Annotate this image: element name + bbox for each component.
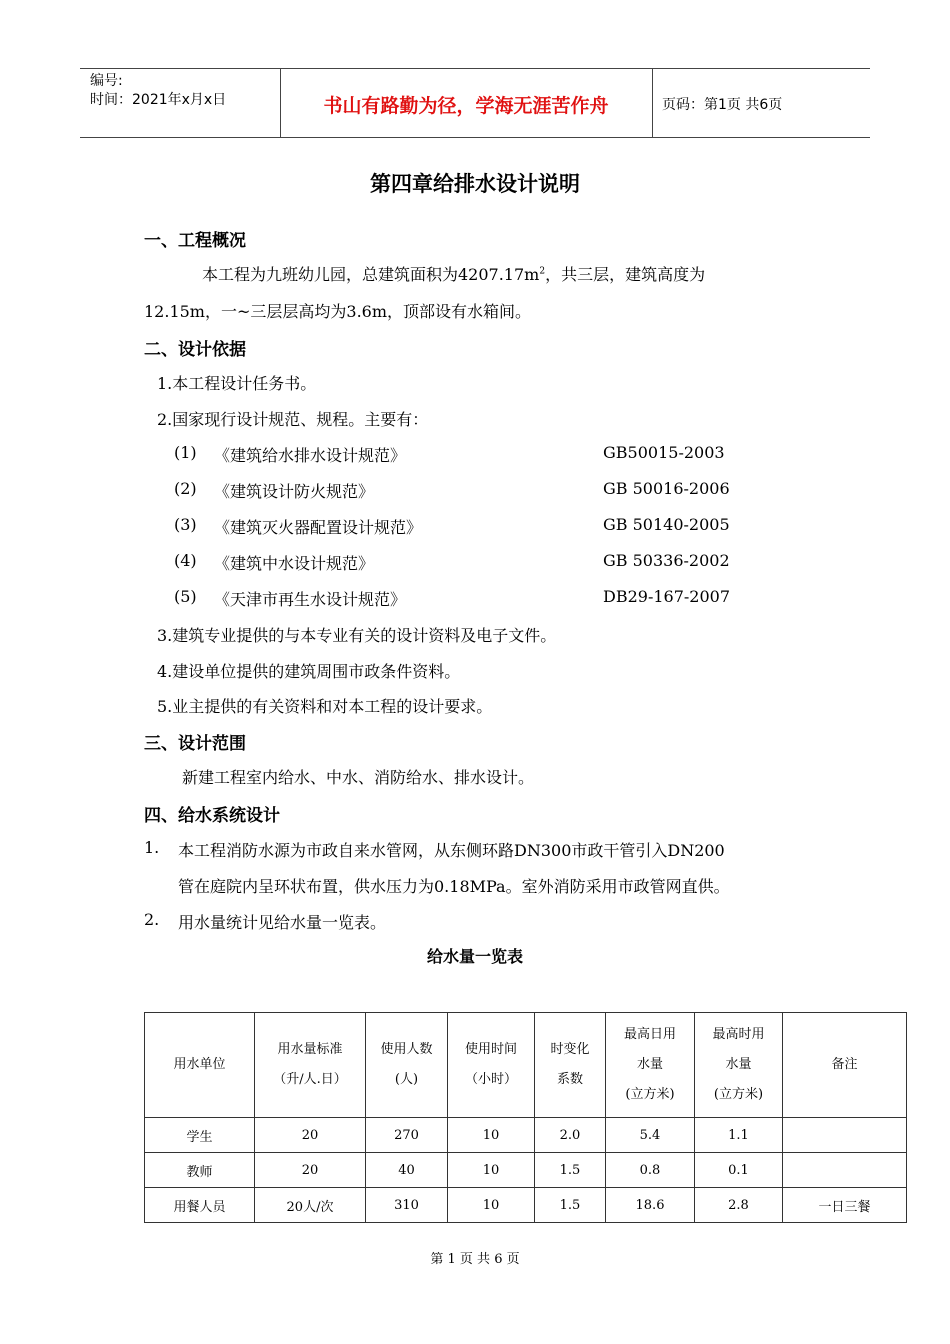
table-header-cell: 使用人数 (人)	[366, 1013, 448, 1118]
water-source-line-2: 管在庭院内呈环状布置，供水压力为0.18MPa。室外消防采用市政管网直供。	[178, 877, 730, 896]
superscript: 2	[539, 266, 546, 277]
code-index: (4)	[174, 551, 197, 570]
code-number: DB29-167-2007	[603, 587, 731, 606]
paragraph-number: 1.	[144, 838, 160, 857]
section-heading-water-supply: 四、给水系统设计	[144, 806, 280, 826]
code-index: (2)	[174, 479, 197, 498]
table-cell: 一日三餐	[783, 1188, 907, 1223]
time-label: 时间：2021年x月x日	[90, 92, 227, 108]
scope-text: 新建工程室内给水、中水、消防给水、排水设计。	[182, 768, 535, 787]
section-heading-overview: 一、工程概况	[144, 231, 246, 251]
table-cell: 0.1	[695, 1153, 783, 1188]
table-cell: 10	[448, 1188, 535, 1223]
table-cell: 1.5	[535, 1188, 606, 1223]
table-cell: 40	[366, 1153, 448, 1188]
code-number: GB 50016-2006	[603, 479, 730, 498]
water-source-line-1: 本工程消防水源为市政自来水管网，从东侧环路DN300市政干管引入DN200	[178, 841, 725, 860]
table-cell: 2.8	[695, 1188, 783, 1223]
page-footer: 第 1 页 共 6 页	[430, 1252, 520, 1267]
table-cell: 5.4	[606, 1118, 695, 1153]
header-page-info: 页码：第1页 共6页	[662, 97, 783, 113]
section-heading-basis: 二、设计依据	[144, 340, 246, 360]
table-cell: 用餐人员	[145, 1188, 255, 1223]
basis-item-5: 5.业主提供的有关资料和对本工程的设计要求。	[157, 697, 493, 716]
overview-text: ，共三层，建筑高度为	[545, 265, 706, 284]
code-name: 《建筑中水设计规范》	[214, 554, 375, 573]
table-cell: 0.8	[606, 1153, 695, 1188]
overview-line-1	[202, 262, 705, 285]
basis-item-2: 2.国家现行设计规范、规程。主要有：	[157, 410, 429, 429]
table-header-cell: 最高日用 水量 (立方米)	[606, 1013, 695, 1118]
code-name: 《建筑给水排水设计规范》	[214, 446, 407, 465]
table-cell: 教师	[145, 1153, 255, 1188]
code-index: (5)	[174, 587, 197, 606]
paragraph-number: 2.	[144, 910, 160, 929]
table-cell: 20	[255, 1153, 366, 1188]
overview-line-2: 12.15m，一~三层层高均为3.6m，顶部设有水箱间。	[144, 302, 532, 321]
number-label: 编号:	[90, 73, 123, 89]
table-header-cell: 时变化 系数	[535, 1013, 606, 1118]
basis-item-1: 1.本工程设计任务书。	[157, 374, 317, 393]
table-cell: 2.0	[535, 1118, 606, 1153]
table-cell: 20	[255, 1118, 366, 1153]
code-number: GB50015-2003	[603, 443, 725, 462]
table-header-cell: 用水单位	[145, 1013, 255, 1118]
code-name: 《建筑灭火器配置设计规范》	[214, 518, 423, 537]
table-cell: 270	[366, 1118, 448, 1153]
overview-text: 本工程为九班幼儿园，总建筑面积为4207.17m	[202, 265, 540, 284]
table-cell: 20人/次	[255, 1188, 366, 1223]
page-header	[80, 68, 870, 138]
table-header-cell: 最高时用 水量 (立方米)	[695, 1013, 783, 1118]
table-cell	[783, 1153, 907, 1188]
table-cell: 10	[448, 1118, 535, 1153]
table-cell: 学生	[145, 1118, 255, 1153]
table-cell: 1.1	[695, 1118, 783, 1153]
table-cell: 10	[448, 1153, 535, 1188]
code-name: 《天津市再生水设计规范》	[214, 590, 407, 609]
table-row	[145, 1118, 907, 1153]
code-name: 《建筑设计防火规范》	[214, 482, 375, 501]
water-usage-text: 用水量统计见给水量一览表。	[178, 913, 387, 932]
code-index: (1)	[174, 443, 197, 462]
header-divider	[652, 69, 653, 137]
table-cell: 18.6	[606, 1188, 695, 1223]
table-row	[145, 1188, 907, 1223]
table-row	[145, 1153, 907, 1188]
table-header-cell: 用水量标准 （升/人.日）	[255, 1013, 366, 1118]
header-meta	[90, 72, 226, 110]
table-cell: 310	[366, 1188, 448, 1223]
code-index: (3)	[174, 515, 197, 534]
table-cell	[783, 1118, 907, 1153]
basis-item-3: 3.建筑专业提供的与本专业有关的设计资料及电子文件。	[157, 626, 557, 645]
water-usage-table	[144, 1012, 907, 1223]
code-number: GB 50336-2002	[603, 551, 730, 570]
table-header-row	[145, 1013, 907, 1118]
section-heading-scope: 三、设计范围	[144, 734, 246, 754]
table-header-cell: 使用时间 （小时）	[448, 1013, 535, 1118]
page-title: 第四章给排水设计说明	[370, 172, 580, 196]
table-header-cell: 备注	[783, 1013, 907, 1118]
header-motto: 书山有路勤为径，学海无涯苦作舟	[323, 95, 609, 117]
table-cell: 1.5	[535, 1153, 606, 1188]
table-title: 给水量一览表	[426, 947, 523, 966]
code-number: GB 50140-2005	[603, 515, 730, 534]
basis-item-4: 4.建设单位提供的建筑周围市政条件资料。	[157, 662, 461, 681]
